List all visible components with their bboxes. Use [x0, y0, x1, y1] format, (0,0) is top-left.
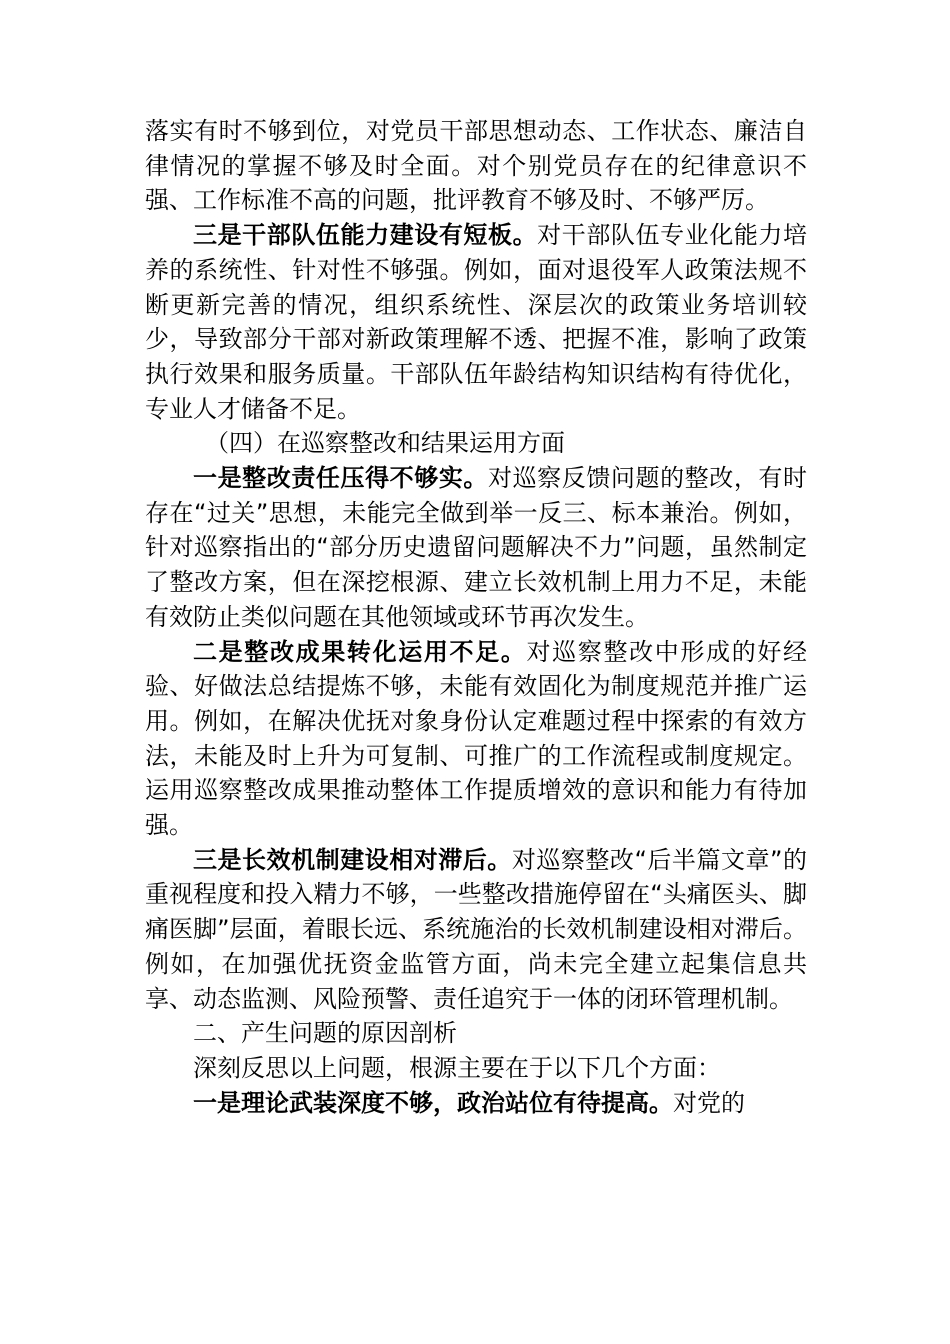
paragraph-reflection-intro	[145, 1051, 807, 1086]
paragraph-lead: 一是理论武装深度不够，政治站位有待提高。	[193, 1088, 673, 1117]
paragraph-lead: 三是干部队伍能力建设有短板。	[193, 221, 538, 250]
paragraph-rectification-results	[145, 635, 807, 843]
paragraph-cadre-capability	[145, 218, 807, 426]
paragraph-text: 对干部队伍专业化能力培养的系统性、针对性不够强。例如，面对退役军人政策法规不断更新完善的情况，组织系统性、深层次的政策业务培训较少，导致部分干部对新政策理解不透、把握不准，影响了政策执行效果和服务质量。干部队伍年龄结构知识结构有待优化，专业人才储备不足。	[145, 221, 808, 423]
paragraph-rectification-responsibility	[145, 461, 807, 635]
document-body	[145, 114, 807, 1120]
paragraph-lead: 三是长效机制建设相对滞后。	[193, 845, 512, 874]
section-heading-text: （四）在巡察整改和结果运用方面	[205, 429, 565, 458]
paragraph-text: 对巡察反馈问题的整改，有时存在“过关”思想，未能完全做到举一反三、标本兼治。例如，针对巡察指出的“部分历史遗留问题解决不力”问题，虽然制定了整改方案，但在深挖根源、建立长效机制上用力不足，未能有效防止类似问题在其他领域或环节再次发生。	[145, 464, 807, 631]
paragraph-text: 对巡察整改“后半篇文章”的重视程度和投入精力不够，一些整改措施停留在“头痛医头、脚痛医脚”层面，着眼长远、系统施治的长效机制建设相对滞后。例如，在加强优抚资金监管方面，尚未完全建立起集信息共享、动态监测、风险预警、责任追究于一体的闭环管理机制。	[145, 845, 807, 1013]
paragraph-text: 对巡察整改中形成的好经验、好做法总结提炼不够，未能有效固化为制度规范并推广运用。例如，在解决优抚对象身份认定难题过程中探索的有效方法，未能及时上升为可复制、可推广的工作流程或制度规定。运用巡察整改成果推动整体工作提质增效的意识和能力有待加强。	[145, 637, 808, 840]
paragraph-long-term-mechanism	[145, 843, 807, 1017]
paragraph-text: 落实有时不够到位，对党员干部思想动态、工作状态、廉洁自律情况的掌握不够及时全面。对个别党员存在的纪律意识不强、工作标准不高的问题，批评教育不够及时、不够严厉。	[145, 117, 807, 215]
section-heading-text: 二、产生问题的原因剖析	[193, 1019, 457, 1048]
paragraph-lead: 二是整改成果转化运用不足。	[193, 637, 527, 666]
paragraph-text: 对党的	[673, 1088, 745, 1117]
paragraph-continuation	[145, 114, 807, 218]
paragraph-text: 深刻反思以上问题，根源主要在于以下几个方面：	[193, 1053, 721, 1082]
paragraph-theory-study	[145, 1086, 807, 1121]
section-heading-cause-analysis	[145, 1016, 807, 1051]
section-heading-inspection-rectification	[145, 426, 807, 461]
paragraph-lead: 一是整改责任压得不够实。	[193, 464, 488, 493]
